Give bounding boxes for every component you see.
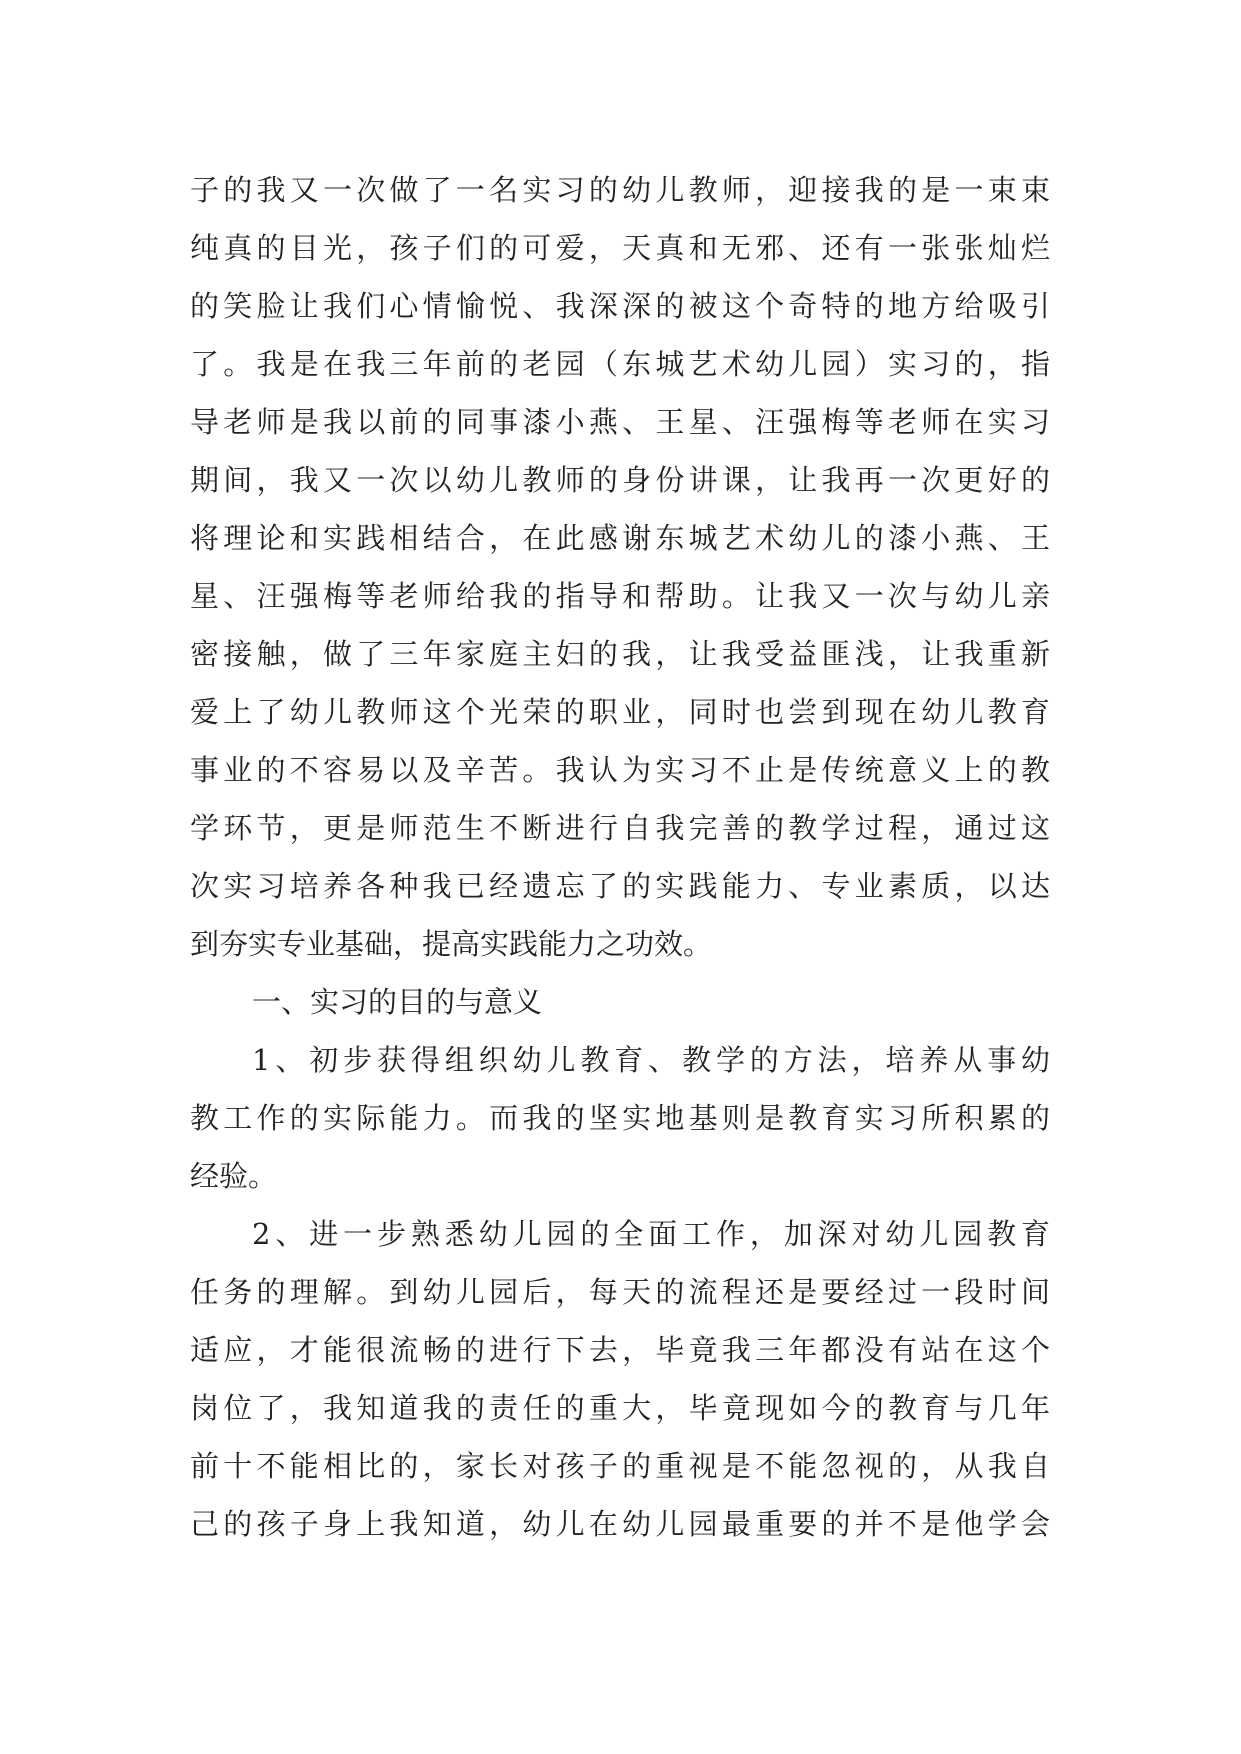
text-line: 次实习培养各种我已经遗忘了的实践能力、专业素质，以达: [190, 869, 1050, 903]
text-line: 任务的理解。到幼儿园后，每天的流程还是要经过一段时间: [190, 1275, 1050, 1309]
text-line: 子的我又一次做了一名实习的幼儿教师，迎接我的是一束束: [190, 173, 1050, 207]
text-line: 经验。: [190, 1159, 278, 1193]
section-heading: 一、实习的目的与意义: [252, 985, 543, 1019]
text-line: 星、汪强梅等老师给我的指导和帮助。让我又一次与幼儿亲: [190, 579, 1050, 613]
text-line: 前十不能相比的，家长对孩子的重视是不能忽视的，从我自: [190, 1449, 1050, 1483]
text-line: 岗位了，我知道我的责任的重大，毕竟现如今的教育与几年: [190, 1391, 1050, 1425]
text-line: 导老师是我以前的同事漆小燕、王星、汪强梅等老师在实习: [190, 405, 1050, 439]
text-line: 将理论和实践相结合，在此感谢东城艺术幼儿的漆小燕、王: [190, 521, 1050, 555]
text-line: 到夯实专业基础，提高实践能力之功效。: [190, 927, 713, 961]
text-line: 学环节，更是师范生不断进行自我完善的教学过程，通过这: [190, 811, 1050, 845]
text-line: 1、初步获得组织幼儿教育、教学的方法，培养从事幼: [252, 1043, 1050, 1077]
text-line: 2、进一步熟悉幼儿园的全面工作，加深对幼儿园教育: [252, 1217, 1050, 1251]
text-line: 爱上了幼儿教师这个光荣的职业，同时也尝到现在幼儿教育: [190, 695, 1050, 729]
text-line: 密接触，做了三年家庭主妇的我，让我受益匪浅，让我重新: [190, 637, 1050, 671]
text-line: 纯真的目光，孩子们的可爱，天真和无邪、还有一张张灿烂: [190, 231, 1050, 265]
text-line: 己的孩子身上我知道，幼儿在幼儿园最重要的并不是他学会: [190, 1507, 1050, 1541]
text-line: 的笑脸让我们心情愉悦、我深深的被这个奇特的地方给吸引: [190, 289, 1050, 323]
text-line: 事业的不容易以及辛苦。我认为实习不止是传统意义上的教: [190, 753, 1050, 787]
text-line: 期间，我又一次以幼儿教师的身份讲课，让我再一次更好的: [190, 463, 1050, 497]
text-line: 了。我是在我三年前的老园（东城艺术幼儿园）实习的，指: [190, 347, 1050, 381]
text-line: 适应，才能很流畅的进行下去，毕竟我三年都没有站在这个: [190, 1333, 1050, 1367]
text-line: 教工作的实际能力。而我的坚实地基则是教育实习所积累的: [190, 1101, 1050, 1135]
